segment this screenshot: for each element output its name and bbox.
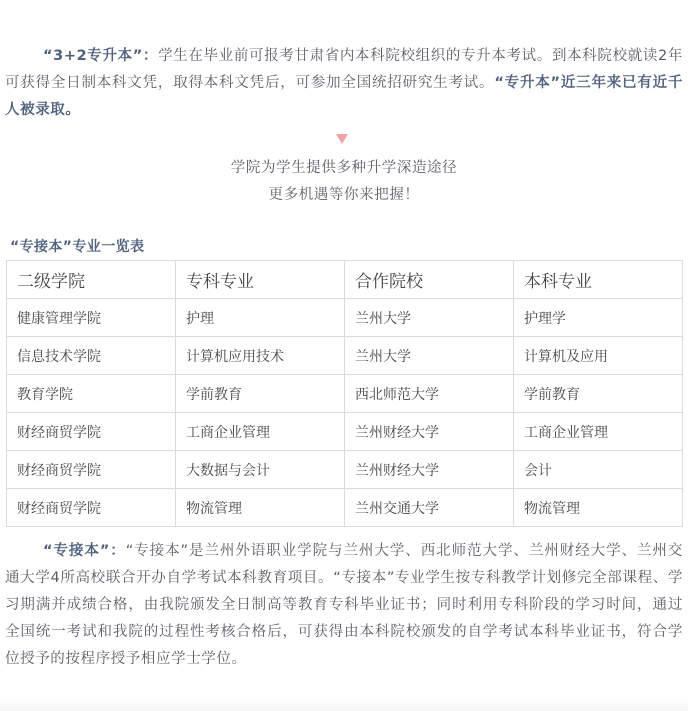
cell-bachelor-major: 学前教育 bbox=[514, 375, 683, 413]
intro-highlight-tail: “专升本”近三年来已有近千人被录取。 bbox=[5, 75, 684, 118]
table-row bbox=[7, 489, 683, 527]
table-row bbox=[7, 337, 683, 375]
header-college: 二级学院 bbox=[7, 261, 176, 299]
cell-bachelor-major: 计算机及应用 bbox=[514, 337, 683, 375]
cell-bachelor-major: 护理学 bbox=[514, 299, 683, 337]
cell-college: 财经商贸学院 bbox=[7, 451, 176, 489]
promo-line-1: 学院为学生提供多种升学深造途径 bbox=[230, 160, 458, 176]
cell-bachelor-major: 工商企业管理 bbox=[514, 413, 683, 451]
table-row bbox=[7, 375, 683, 413]
down-triangle-icon bbox=[336, 134, 348, 144]
cell-diploma-major: 工商企业管理 bbox=[176, 413, 345, 451]
table-row bbox=[7, 451, 683, 489]
cell-bachelor-major: 物流管理 bbox=[514, 489, 683, 527]
cell-college: 健康管理学院 bbox=[7, 299, 176, 337]
cell-partner-university: 兰州大学 bbox=[345, 299, 514, 337]
header-diploma-major: 专科专业 bbox=[176, 261, 345, 299]
cell-partner-university: 兰州大学 bbox=[345, 337, 514, 375]
table-caption: “专接本”专业一览表 bbox=[10, 239, 145, 255]
table-row bbox=[7, 413, 683, 451]
outro-paragraph bbox=[5, 538, 683, 673]
intro-body: 学生在毕业前可报考甘肃省内本科院校组织的专升本考试。到本科院校就读2年可获得全日制本科文凭，取得本科文凭后，可参加全国统招研究生考试。 bbox=[5, 48, 683, 91]
header-bachelor-major: 本科专业 bbox=[514, 261, 683, 299]
cell-partner-university: 兰州财经大学 bbox=[345, 451, 514, 489]
cell-partner-university: 兰州财经大学 bbox=[345, 413, 514, 451]
cell-college: 财经商贸学院 bbox=[7, 489, 176, 527]
header-partner-university: 合作院校 bbox=[345, 261, 514, 299]
cell-diploma-major: 学前教育 bbox=[176, 375, 345, 413]
cell-diploma-major: 大数据与会计 bbox=[176, 451, 345, 489]
cell-college: 财经商贸学院 bbox=[7, 413, 176, 451]
table-row bbox=[7, 299, 683, 337]
cell-diploma-major: 护理 bbox=[176, 299, 345, 337]
outro-body: “专接本”是兰州外语职业学院与兰州大学、西北师范大学、兰州财经大学、兰州交通大学4所高校联合开办自学考试本科教育项目。“专接本”专业学生按专科教学计划修完全部课程、学习期满并成绩合格，由我院颁发全日制高等教育专科毕业证书；同时利用专科阶段的学习时间，通过全国统一考试和我院的过程性考核合格后，可获得由本科院校颁发的自学考试本科毕业证书，符合学位授予的按程序授予相应学士学位。 bbox=[5, 543, 683, 667]
cell-diploma-major: 计算机应用技术 bbox=[176, 337, 345, 375]
cell-partner-university: 西北师范大学 bbox=[345, 375, 514, 413]
cell-college: 信息技术学院 bbox=[7, 337, 176, 375]
table-header-row bbox=[7, 261, 683, 299]
bottom-fade bbox=[0, 698, 688, 711]
cell-college: 教育学院 bbox=[7, 375, 176, 413]
outro-highlight-term: “专接本”： bbox=[43, 543, 126, 559]
intro-paragraph bbox=[5, 43, 683, 124]
cell-partner-university: 兰州交通大学 bbox=[345, 489, 514, 527]
cell-bachelor-major: 会计 bbox=[514, 451, 683, 489]
intro-highlight-term: “3+2专升本”： bbox=[43, 48, 159, 64]
promo-line-2: 更多机遇等你来把握！ bbox=[268, 187, 420, 203]
cell-diploma-major: 物流管理 bbox=[176, 489, 345, 527]
program-table bbox=[6, 260, 683, 527]
